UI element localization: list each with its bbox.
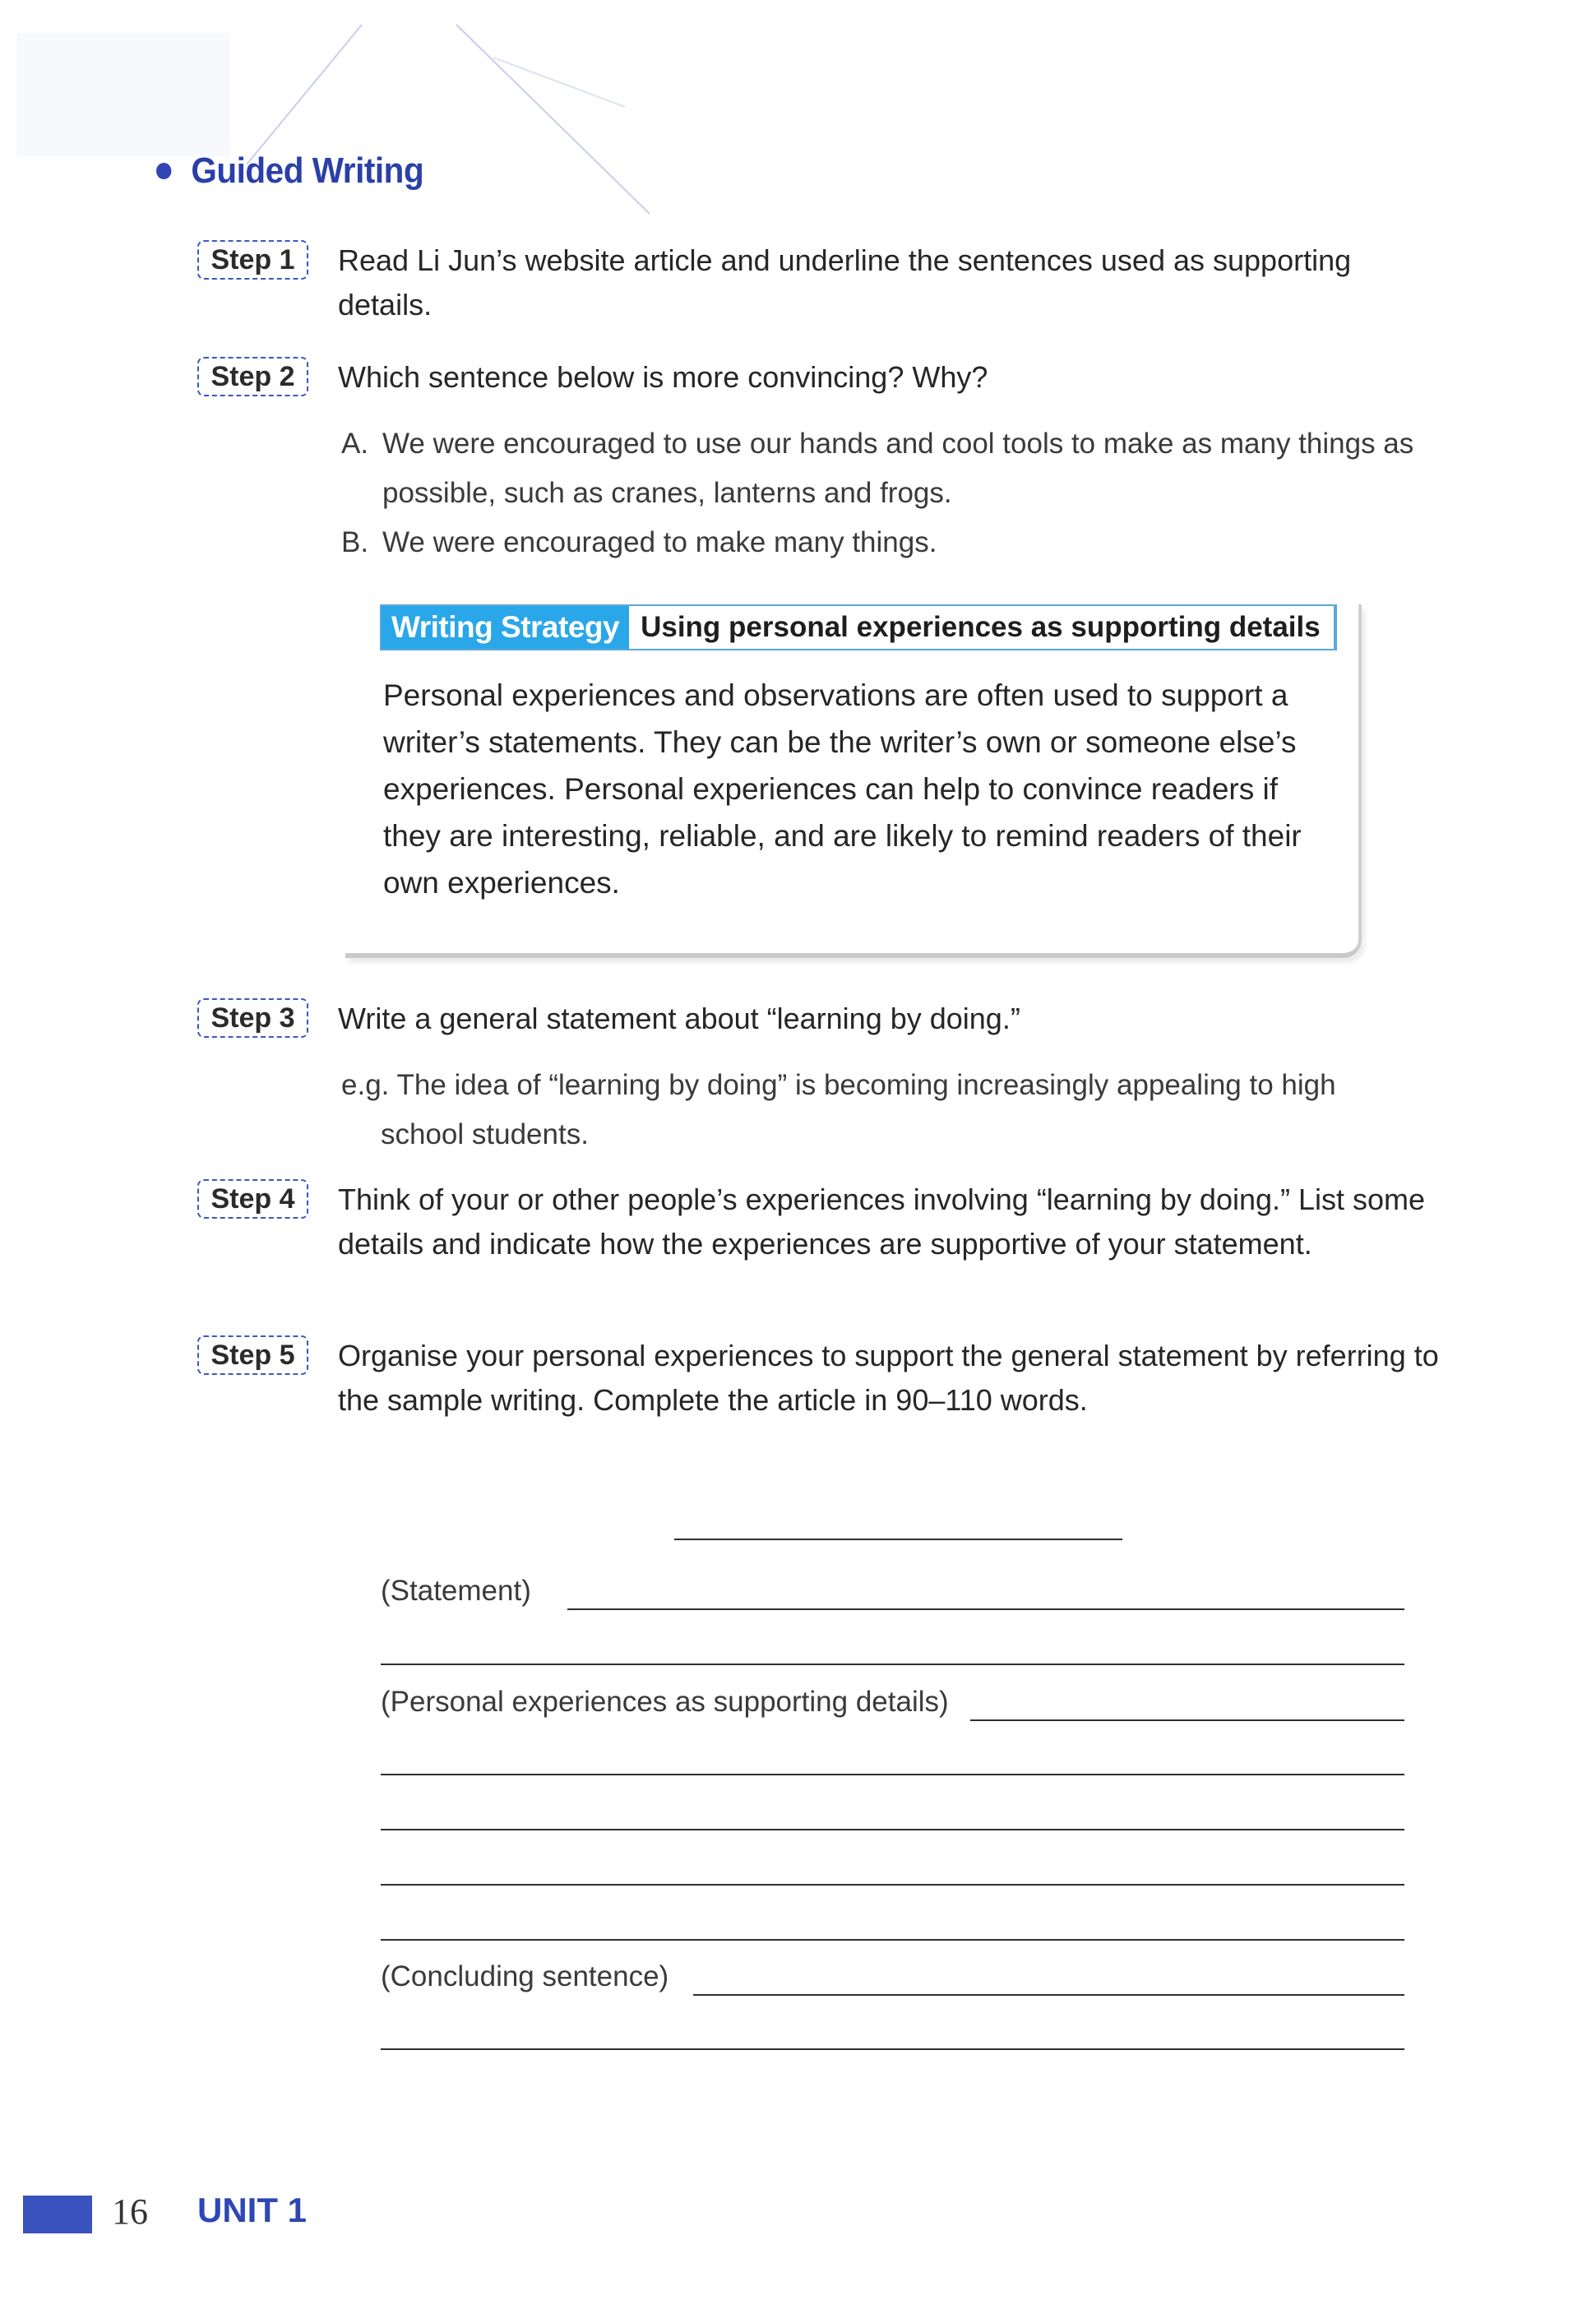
step-1: [197, 238, 1440, 327]
example-line-2: school students.: [381, 1118, 589, 1150]
option-b: [341, 518, 1435, 567]
unit-label: UNIT 1: [197, 2191, 308, 2229]
statement-label: (Statement): [381, 1575, 531, 1607]
option-letter: B.: [341, 526, 369, 558]
strategy-tag: Writing Strategy: [382, 606, 629, 649]
details-label: (Personal experiences as supporting details): [381, 1686, 949, 1718]
section-title-text: Guided Writing: [191, 150, 424, 191]
writing-strategy-box: [345, 604, 1362, 958]
answer-blank-line[interactable]: [381, 1939, 1404, 1941]
answer-blank-line[interactable]: [381, 1829, 1404, 1830]
step-text: Which sentence below is more convincing? Why?: [338, 360, 988, 394]
answer-blank-line[interactable]: [381, 1774, 1404, 1775]
section-title: [156, 150, 423, 192]
strategy-heading: Using personal experiences as supporting details: [629, 606, 1335, 649]
option-text: We were encouraged to make many things.: [382, 526, 937, 558]
step-2: [197, 355, 1440, 400]
step-badge: Step 2: [197, 357, 308, 396]
step-4: [197, 1178, 1440, 1266]
answer-blank-line[interactable]: [381, 1664, 1404, 1665]
step-text: Think of your or other people’s experiences involving “learning by doing.” List some details and indicate how the experiences are supportive of your statement.: [338, 1182, 1426, 1261]
step-badge: Step 1: [197, 240, 308, 280]
footer-color-bar: [23, 2196, 92, 2233]
title-blank-line[interactable]: [674, 1539, 1122, 1540]
options-list: [341, 419, 1435, 567]
answer-blank-line[interactable]: [381, 1884, 1404, 1886]
answer-blank-line[interactable]: [381, 2048, 1404, 2050]
concluding-blank-line[interactable]: [693, 1994, 1404, 1996]
step-badge: Step 4: [197, 1179, 308, 1219]
bullet-dot-icon: [156, 163, 171, 179]
step-text: Read Li Jun’s website article and underline the sentences used as supporting details.: [338, 243, 1352, 322]
step-badge: Step 3: [197, 998, 308, 1038]
example-statement: [341, 1061, 1443, 1159]
option-letter: A.: [341, 428, 369, 460]
statement-blank-line[interactable]: [567, 1608, 1404, 1610]
strategy-body: Personal experiences and observations are often used to support a writer’s statements. They can be the writer’s own or someone else’s experiences. Personal experiences can help to convince readers if they are interesting, reliable, and are likely to remind readers of their own experiences.: [383, 678, 1302, 900]
step-3: [197, 997, 1440, 1041]
step-badge: Step 5: [197, 1335, 308, 1375]
concluding-label: (Concluding sentence): [381, 1960, 669, 1992]
example-prefix: e.g.: [341, 1069, 390, 1101]
details-blank-line[interactable]: [970, 1719, 1404, 1721]
example-line-1: The idea of “learning by doing” is becoming increasingly appealing to high: [396, 1069, 1336, 1101]
step-5: [197, 1334, 1440, 1423]
option-a: [341, 419, 1435, 518]
option-text: We were encouraged to use our hands and cool tools to make as many things as possible, such as cranes, lanterns and frogs.: [382, 428, 1414, 509]
step-text: Organise your personal experiences to support the general statement by referring to the sample writing. Complete the article in 90–110 words.: [338, 1339, 1439, 1417]
strategy-header: [380, 604, 1337, 650]
page-number: 16: [112, 2191, 148, 2232]
step-text: Write a general statement about “learning by doing.”: [338, 1002, 1020, 1035]
